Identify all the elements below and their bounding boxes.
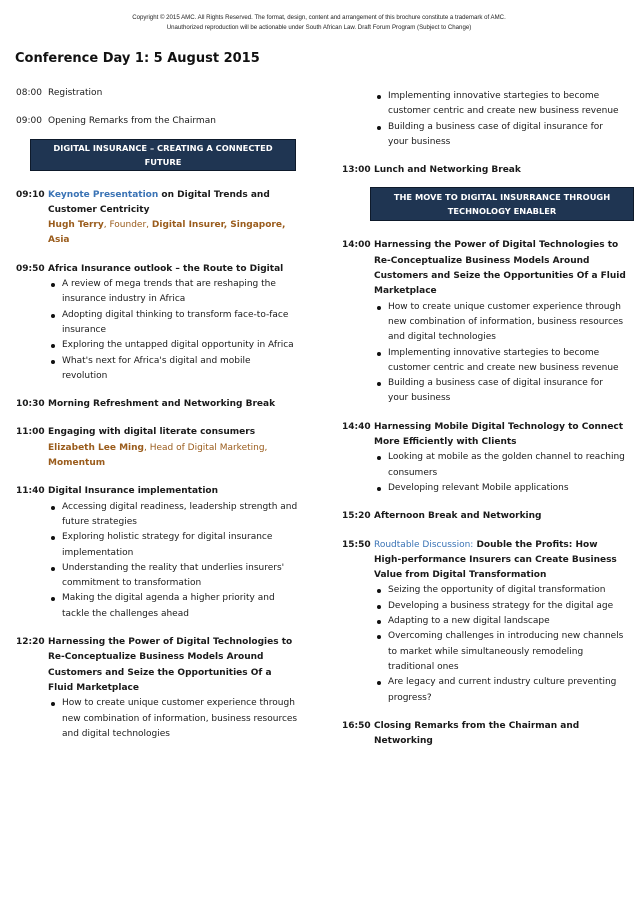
time-label: 15:20 xyxy=(342,511,371,522)
session-title: Opening Remarks from the Chairman xyxy=(48,116,216,127)
session-title: Engaging with digital literate consumers xyxy=(48,427,256,438)
left-column xyxy=(16,86,298,742)
session-title: Closing Remarks from the Chairman and Networking xyxy=(374,720,580,747)
session-title: Harnessing Mobile Digital Technology to Connect More Efficiently with Clients xyxy=(374,421,624,448)
agenda-item-engaging xyxy=(16,425,298,471)
speaker-role: , Head of Digital Marketing, xyxy=(144,442,268,453)
session-title: Afternoon Break and Networking xyxy=(374,511,542,522)
time-label: 09:00 xyxy=(16,116,42,127)
time-label: 14:00 xyxy=(342,240,371,251)
bullet-item: Overcoming challenges in introducing new channels to market while simultaneously remodeling traditional ones xyxy=(374,629,626,675)
time-label: 13:00 xyxy=(342,165,371,176)
agenda-item-harnessing-left xyxy=(16,635,298,742)
bullet-item: Accessing digital readiness, leadership strength and future strategies xyxy=(48,500,298,531)
agenda-item-closing xyxy=(342,719,626,750)
bullet-item: Looking at mobile as the golden channel to reaching consumers xyxy=(374,450,626,481)
session-title: Double the Profits: How High-performance Insurers can Create Business Value from Digital Transformation xyxy=(374,539,617,581)
speaker-name: Hugh Terry xyxy=(48,220,104,231)
time-label: 10:30 xyxy=(16,399,45,410)
time-label: 09:10 xyxy=(16,189,45,200)
bullet-item: What's next for Africa's digital and mobile revolution xyxy=(48,354,298,385)
agenda-item-morning-break xyxy=(16,397,298,412)
section-banner: THE MOVE TO DIGITAL INSURRANCE THROUGH TECHNOLOGY ENABLER xyxy=(370,187,634,221)
bullet-item: Adopting digital thinking to transform face-to-face insurance xyxy=(48,308,298,339)
speaker-company: Digital Insurer, Singapore, Asia xyxy=(48,220,286,246)
copyright-line-2: Unauthorized reproduction will be actionable under South African Law. Draft Forum Program (Subject to Change) xyxy=(166,24,472,31)
time-label: 11:40 xyxy=(16,486,45,497)
bullet-item: A review of mega trends that are reshaping the insurance industry in Africa xyxy=(48,277,298,308)
page-title: Conference Day 1: 5 August 2015 xyxy=(15,51,260,66)
agenda-item-registration xyxy=(16,86,298,101)
time-label: 08:00 xyxy=(16,88,42,98)
agenda-item-afternoon-break xyxy=(342,509,626,524)
bullet-item: How to create unique customer experience through new combination of information, business resources and digital technologies xyxy=(374,300,626,346)
bullet-item: Making the digital agenda a higher priority and tackle the challenges ahead xyxy=(48,591,298,622)
agenda-item-lunch xyxy=(342,163,626,178)
bullet-item: Are legacy and current industry culture preventing progress? xyxy=(374,675,626,706)
roundtable-label: Roudtable Discussion: xyxy=(374,539,474,550)
time-label: 11:00 xyxy=(16,427,45,438)
bullet-item: Building a business case of digital insurance for your business xyxy=(374,376,626,407)
bullet-item: Adapting to a new digital landscape xyxy=(374,614,626,629)
session-title: Africa Insurance outlook – the Route to Digital xyxy=(48,263,284,274)
speaker-role: , Founder, xyxy=(103,220,152,231)
session-title: Morning Refreshment and Networking Break xyxy=(48,399,276,410)
speaker-name: Elizabeth Lee Ming xyxy=(48,442,144,453)
section-banner: DIGITAL INSURANCE – CREATING A CONNECTED FUTURE xyxy=(30,139,296,171)
agenda-item-keynote xyxy=(16,188,298,249)
session-title: Harnessing the Power of Digital Technologies to Re-Conceptualize Business Models Around Customers and Seize the Opportunities Of a Fluid Marketplace xyxy=(48,637,293,693)
bullet-item: Exploring holistic strategy for digital insurance implementation xyxy=(48,530,298,561)
time-label: 16:50 xyxy=(342,720,371,731)
time-label: 15:50 xyxy=(342,539,371,550)
agenda-item-harnessing-right xyxy=(342,238,626,406)
bullet-item: How to create unique customer experience through new combination of information, business resources and digital technologies xyxy=(48,696,298,742)
bullet-item: Building a business case of digital insurance for your business xyxy=(374,120,626,151)
time-label: 12:20 xyxy=(16,637,45,648)
agenda-item-africa-outlook xyxy=(16,262,298,384)
time-label: 09:50 xyxy=(16,263,45,274)
bullet-item: Understanding the reality that underlies insurers' commitment to transformation xyxy=(48,561,298,592)
agenda-item-implementation xyxy=(16,484,298,622)
agenda-item-roundtable xyxy=(342,538,626,706)
copyright-notice xyxy=(0,13,638,33)
session-title: Registration xyxy=(48,88,103,98)
bullet-item: Implementing innovative startegies to become customer centric and create new business revenue xyxy=(374,89,626,120)
bullet-item: Developing relevant Mobile applications xyxy=(374,481,626,496)
session-title: Digital Insurance implementation xyxy=(48,486,219,497)
bullet-item: Developing a business strategy for the digital age xyxy=(374,599,626,614)
speaker-company: Momentum xyxy=(48,458,106,469)
agenda-item-opening xyxy=(16,114,298,129)
session-title: Lunch and Networking Break xyxy=(374,165,521,176)
time-label: 14:40 xyxy=(342,421,371,432)
session-title: on Digital Trends and Customer Centricity xyxy=(48,189,270,215)
bullet-item: Exploring the untapped digital opportunity in Africa xyxy=(48,338,298,353)
bullet-item: Implementing innovative startegies to become customer centric and create new business revenue xyxy=(374,346,626,377)
session-title: Harnessing the Power of Digital Technologies to Re-Conceptualize Business Models Around Customers and Seize the Opportunities Of a Fluid Marketplace xyxy=(374,240,626,297)
agenda-item-mobile xyxy=(342,420,626,496)
bullet-item: Seizing the opportunity of digital transformation xyxy=(374,583,626,598)
right-column xyxy=(342,89,626,749)
continued-bullets xyxy=(342,89,626,150)
copyright-line-1: Copyright © 2015 AMC. All Rights Reserved. The format, design, content and arrangement of this brochure constitute a trademark of AMC. xyxy=(132,14,506,21)
keynote-label: Keynote Presentation xyxy=(48,189,159,200)
